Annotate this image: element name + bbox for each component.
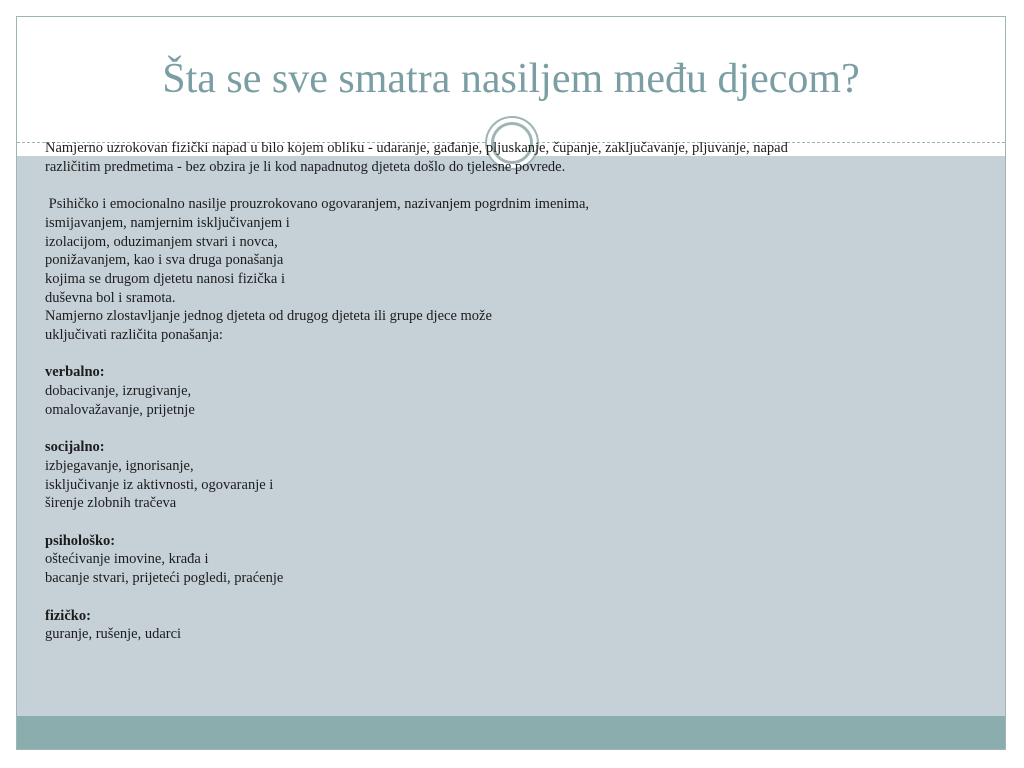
paragraph-line: ponižavanjem, kao i sva druga ponašanja bbox=[45, 252, 284, 269]
footer-bar bbox=[17, 716, 1005, 750]
category-heading-psychological: psihološko: bbox=[45, 532, 116, 549]
blank-line bbox=[45, 176, 945, 195]
slide-title: Šta se sve smatra nasiljem među djecom? bbox=[162, 56, 860, 102]
category-item: oštećivanje imovine, krađa i bbox=[45, 551, 209, 568]
paragraph-line: izolacijom, oduzimanjem stvari i novca, bbox=[45, 233, 278, 250]
paragraph-line: kojima se drugom djetetu nanosi fizička i bbox=[45, 270, 285, 287]
paragraph-line: Psihičko i emocionalno nasilje prouzrokovano ogovaranjem, nazivanjem pogrdnim imenima, bbox=[45, 196, 590, 213]
slide-body bbox=[45, 139, 945, 644]
category-item: guranje, rušenje, udarci bbox=[45, 626, 182, 643]
blank-line bbox=[45, 420, 945, 439]
category-item: izbjegavanje, ignorisanje, bbox=[45, 457, 194, 474]
paragraph-line: različitim predmetima - bez obzira je li kod napadnutog djeteta došlo do tjelesne povrede. bbox=[45, 158, 566, 175]
blank-line bbox=[45, 513, 945, 532]
category-item: širenje zlobnih tračeva bbox=[45, 495, 177, 512]
paragraph-line: Namjerno uzrokovan fizički napad u bilo kojem obliku - udaranje, gađanje, pljuskanje, čupanje, zaključavanje, pljuvanje, napad bbox=[45, 140, 788, 156]
paragraph-line: ismijavanjem, namjernim isključivanjem i bbox=[45, 214, 290, 231]
blank-line bbox=[45, 345, 945, 364]
paragraph-line: uključivati različita ponašanja: bbox=[45, 327, 223, 344]
category-item: omalovažavanje, prijetnje bbox=[45, 401, 195, 418]
category-item: bacanje stvari, prijeteći pogledi, praćenje bbox=[45, 570, 284, 587]
blank-line bbox=[45, 588, 945, 607]
paragraph-line: Namjerno zlostavljanje jednog djeteta od drugog djeteta ili grupe djece može bbox=[45, 308, 492, 325]
category-heading-social: socijalno: bbox=[45, 439, 105, 456]
category-heading-verbal: verbalno: bbox=[45, 364, 105, 381]
category-item: isključivanje iz aktivnosti, ogovaranje i bbox=[45, 476, 274, 493]
category-heading-physical: fizičko: bbox=[45, 607, 91, 624]
category-item: dobacivanje, izrugivanje, bbox=[45, 383, 192, 400]
paragraph-line: duševna bol i sramota. bbox=[45, 289, 176, 306]
